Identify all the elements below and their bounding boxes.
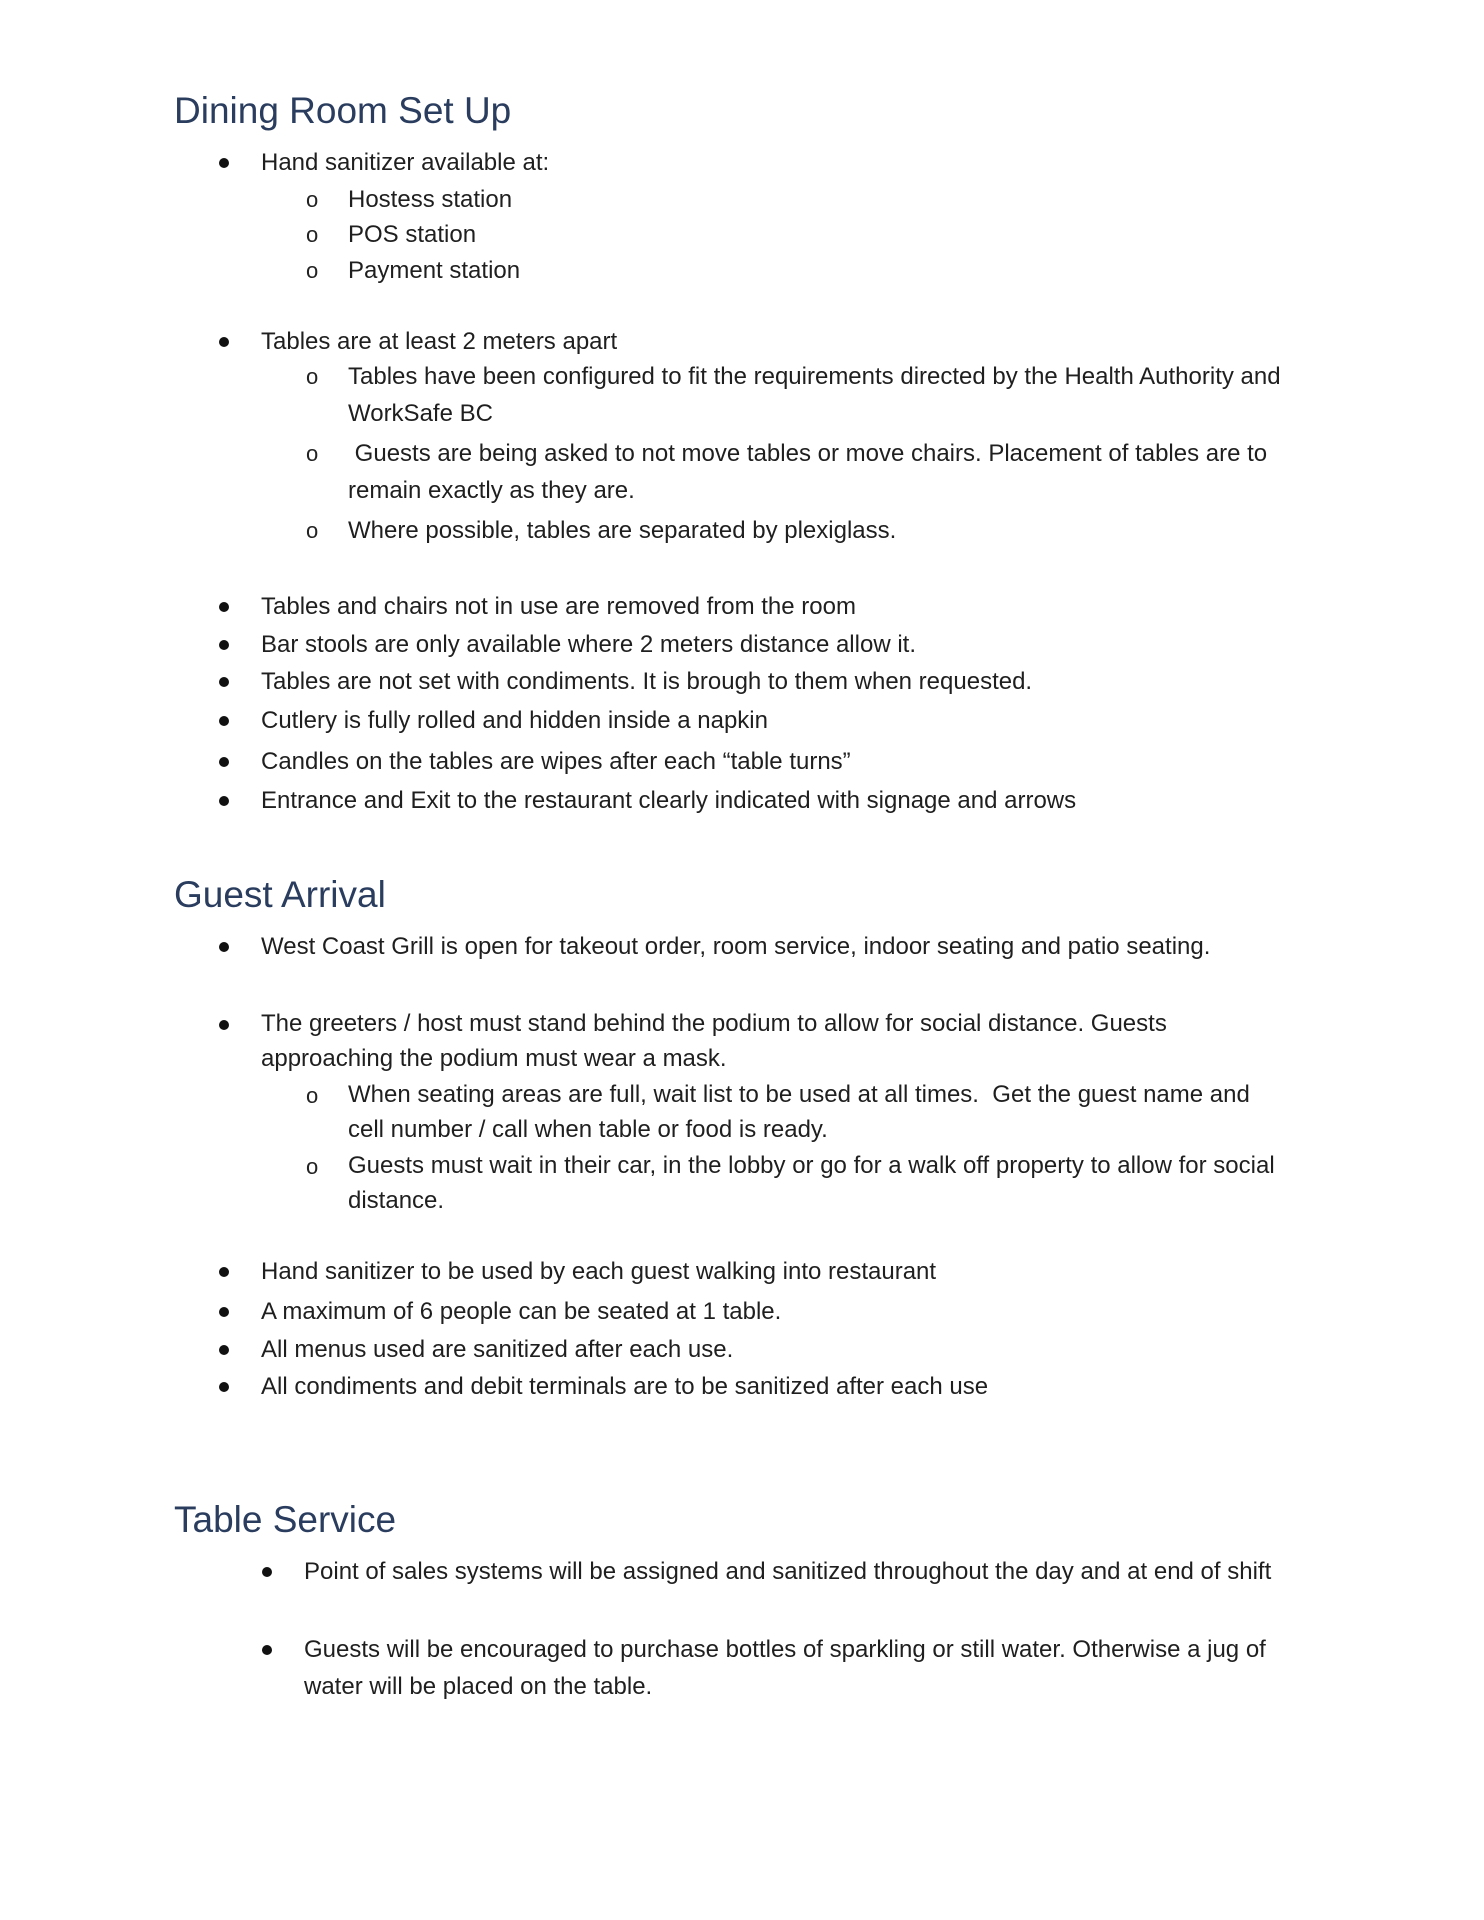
sub-list-item: Tables have been configured to fit the requirements directed by the Health Authority and WorkSafe BC [348,363,1281,427]
sub-bullet-icon: o [306,518,319,543]
bullet-icon [219,1307,229,1317]
section-title-guest-arrival: Guest Arrival [174,874,386,915]
list-item: Tables are not set with condiments. It is brough to them when requested. [261,668,1033,695]
list-item: Point of sales systems will be assigned and sanitized throughout the day and at end of shift [304,1558,1272,1585]
bullet-icon [219,757,229,767]
sub-bullet-icon: o [306,222,319,247]
bullet-icon [219,640,229,650]
bullet-icon [219,1382,229,1392]
sub-bullet-icon: o [306,187,319,212]
bullet-icon [219,158,229,168]
sub-list-item: Hostess station [348,186,513,213]
list-item: All menus used are sanitized after each use. [261,1336,734,1363]
list-item: Bar stools are only available where 2 meters distance allow it. [261,631,916,658]
sub-bullet-icon: o [306,1083,319,1108]
sub-list-item: Where possible, tables are separated by plexiglass. [348,517,897,544]
sub-bullet-icon: o [306,1154,319,1179]
sub-bullet-icon: o [306,441,319,466]
sub-list-item: Payment station [348,257,521,284]
bullet-icon [219,942,229,952]
list-item: Cutlery is fully rolled and hidden inside a napkin [261,707,768,734]
list-item: Entrance and Exit to the restaurant clearly indicated with signage and arrows [261,787,1077,814]
section-title-dining-room-set-up: Dining Room Set Up [174,90,512,131]
sub-list-item: When seating areas are full, wait list to be used at all times. Get the guest name and cell number / call when table or food is ready. [348,1081,1257,1143]
sub-list-item: POS station [348,221,477,248]
list-item: All condiments and debit terminals are to be sanitized after each use [261,1373,989,1400]
list-item: Tables and chairs not in use are removed from the room [261,593,856,620]
list-item: West Coast Grill is open for takeout order, room service, indoor seating and patio seating. [261,933,1211,960]
bullet-icon [219,1020,229,1030]
bullet-icon [219,337,229,347]
bullet-icon [219,1345,229,1355]
bullet-icon [219,677,229,687]
bullet-icon [219,1267,229,1277]
bullet-icon [219,602,229,612]
sub-bullet-icon: o [306,258,319,283]
list-item: Candles on the tables are wipes after each “table turns” [261,748,851,775]
list-item: The greeters / host must stand behind the podium to allow for social distance. Guests approaching the podium must wear a mask. [261,1010,1167,1072]
sub-list-item: Guests are being asked to not move tables or move chairs. Placement of tables are to remain exactly as they are. [348,440,1274,504]
list-item: Hand sanitizer to be used by each guest walking into restaurant [261,1258,937,1285]
bullet-icon [262,1567,272,1577]
bullet-icon [219,716,229,726]
sub-list-item: Guests must wait in their car, in the lobby or go for a walk off property to allow for social distance. [348,1152,1275,1214]
bullet-icon [262,1645,272,1655]
list-item: Guests will be encouraged to purchase bottles of sparkling or still water. Otherwise a jug of water will be placed on the table. [304,1636,1266,1700]
sub-bullet-icon: o [306,364,319,389]
list-item: A maximum of 6 people can be seated at 1 table. [261,1298,782,1325]
bullet-icon [219,796,229,806]
list-item: Hand sanitizer available at: [261,149,550,176]
list-item: Tables are at least 2 meters apart [261,328,618,355]
section-title-table-service: Table Service [174,1499,397,1540]
